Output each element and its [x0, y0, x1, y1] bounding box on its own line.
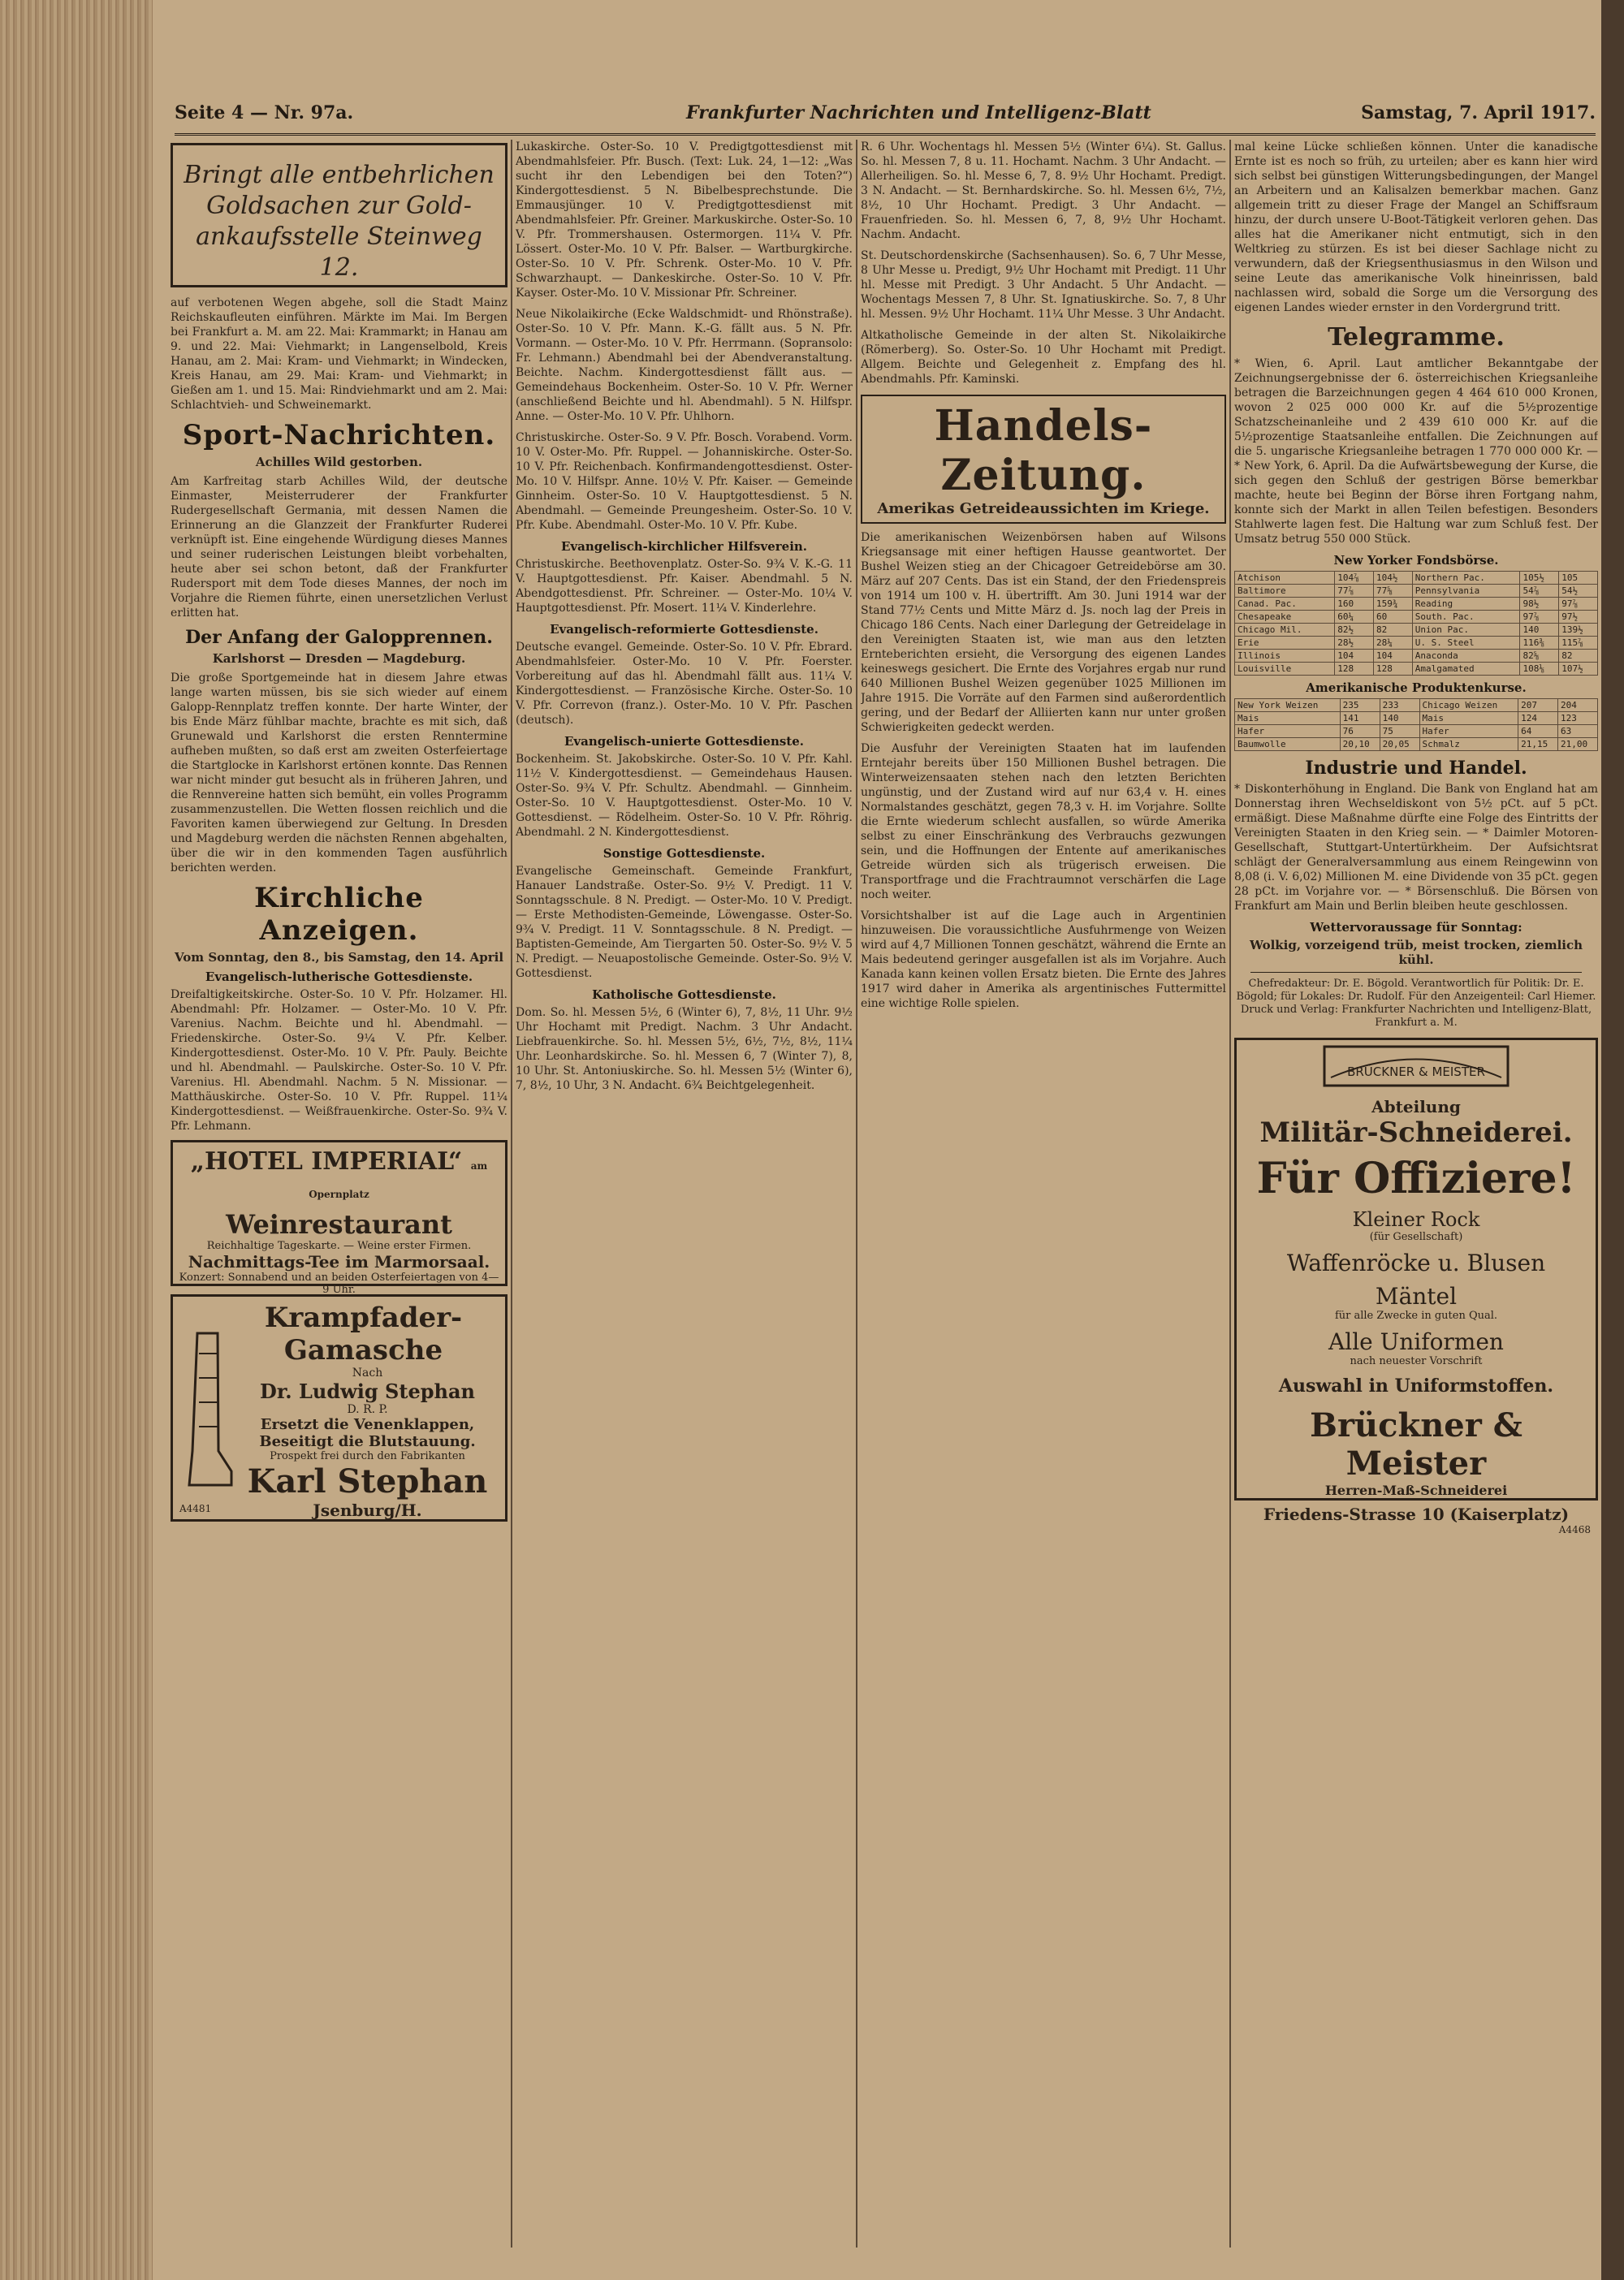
- table-row: [1235, 699, 1598, 712]
- article-text: Die große Sportgemeinde hat in diesem Jahre etwas lange warten müssen, bis sie sich wieder auf einem Galopp-Rennplatz treffen konnte. Der harte Winter, der bis Ende März fühlbar machte, brachte es mit sich, daß Grunewald und Karlshorst die ersten Renntermine aufheben mußten, so daß erst am zweiten Osterfeiertage die Startglocke in Karlshorst ertönen konnte. Das Rennen war nicht minder gut besucht als in früheren Jahren, und die Rennvereine hatten sich bemüht, ein volles Programm zusammenzustellen. Die Wetten flossen reichlich und die Favoriten kamen überwiegend zur Geltung. In Dresden und Magdeburg werden die nächsten Rennen abgehalten, über die wir in den kommenden Tagen ausführlich berichten werden.: [171, 671, 508, 874]
- table-row: [1235, 624, 1598, 637]
- table-cell: 128: [1335, 663, 1374, 676]
- table-row: [1235, 637, 1598, 650]
- weather-heading: Wettervoraussage für Sonntag:: [1310, 920, 1522, 935]
- table-cell: 60: [1374, 611, 1413, 624]
- table-heading: New Yorker Fondsbörse.: [1333, 553, 1499, 568]
- fondsboerse-table: [1234, 571, 1598, 676]
- ad-line: Abteilung: [1371, 1097, 1461, 1116]
- ad-headline: Für Offiziere!: [1256, 1154, 1576, 1203]
- table-cell: 60¼: [1335, 611, 1374, 624]
- table-cell: Chicago Weizen: [1419, 699, 1518, 712]
- column-rule: [856, 140, 857, 2248]
- table-cell: Mais: [1419, 712, 1518, 725]
- table-cell: 104: [1335, 650, 1374, 663]
- table-cell: 104: [1374, 650, 1413, 663]
- article-subheading: Katholische Gottesdienste.: [592, 987, 776, 1002]
- gold-ad-line: ankaufsstelle Steinweg 12.: [196, 222, 482, 282]
- table-row: [1235, 663, 1598, 676]
- table-row: [1235, 738, 1598, 751]
- table-cell: 124: [1518, 712, 1558, 725]
- ad-line: Mäntel: [1375, 1283, 1458, 1310]
- table-cell: 54½: [1559, 585, 1598, 598]
- ad-address: Friedens-Strasse 10 (Kaiserplatz): [1263, 1505, 1570, 1524]
- article-subheading: Karlshorst — Dresden — Magdeburg.: [212, 651, 466, 666]
- table-cell: 139½: [1559, 624, 1598, 637]
- book-binding: [0, 0, 153, 2280]
- column-1: [171, 140, 508, 2248]
- gamasche-line: Nach: [352, 1367, 383, 1380]
- article-subheading: Evangelisch-kirchlicher Hilfsverein.: [560, 539, 808, 554]
- table-cell: 28½: [1335, 637, 1374, 650]
- gamasche-title: Krampfader-Gamasche: [264, 1302, 463, 1367]
- gaiter-illustration: [181, 1329, 238, 1492]
- table-cell: 233: [1380, 699, 1419, 712]
- table-cell: Anaconda: [1412, 650, 1520, 663]
- article-text: Lukaskirche. Oster-So. 10 V. Predigtgottesdienst mit Abendmahlsfeier. Pfr. Busch. (Text: Luk. 24, 1—12: „Was sucht ihr den Lebendigen bei den Toten?“) Kindergottesdienst. 5 N. Bibelbesprechstunde. Die Emmausjünger. 10 V. Predigtgottesdienst mit Abendmahlsfeier. Pfr. Greiner. Markuskirche. Oster-So. 10 V. Pfr. Trommershausen. Ostermorgen. 11¼ V. Pfr. Lössert. Oster-Mo. 10 V. Pfr. Balser. — Wartburgkirche. Oster-So. 10 V. Pfr. Schrenk. Oster-Mo. 10 V. Pfr. Schwarzhaupt. — Dankeskirche. Oster-So. 10 V. Pfr. Kayser. Oster-Mo. 10 V. Missionar Pfr. Schreiner.: [516, 140, 853, 300]
- hotel-line: Reichhaltige Tageskarte. — Weine erster Firmen.: [206, 1240, 472, 1252]
- article-text: Dreifaltigkeitskirche. Oster-So. 10 V. Pfr. Holzamer. Hl. Abendmahl: Pfr. Holzamer. — Oster-Mo. 10 V. Pfr. Varenius. Nachm. Beichte und hl. Abendmahl. — Friedenskirche. Oster-So. 9¼ V. Pfr. Kelber. Kindergottesdienst. Oster-Mo. 10 V. Pfr. Pauly. Beichte und hl. Abendmahl. — Paulskirche. Oster-So. 10 V. Pfr. Varenius. Hl. Abendmahl. Nachm. 5 N. Missionar. — Matthäuskirche. Oster-So. 10 V. Pfr. Ruppel. 11¼ Kindergottesdienst. — Weißfrauenkirche. Oster-So. 9¾ V. Pfr. Lehmann.: [171, 988, 508, 1133]
- ad-line: für alle Zwecke in guten Qual.: [1334, 1310, 1498, 1322]
- hotel-imperial-ad: [171, 1140, 508, 1296]
- article-heading: Amerikas Getreideaussichten im Kriege.: [877, 500, 1210, 517]
- article-text: Am Karfreitag starb Achilles Wild, der deutsche Einmaster, Meisterruderer der Frankfurter Rudergesellschaft Germania, mit dessen Namen die Erinnerung an die Glanzzeit der Frankfurter Ruderei verknüpft ist. Eine eingehende Würdigung dieses Mannes und seiner ruderischen Leistungen bleibt vorbehalten, heute aber sei schon betont, daß der Frankfurter Rudersport mit dem Tode dieses Mannes, der noch im Vorjahre die Riemen führte, einen unersetzlichen Verlust erlitten hat.: [171, 475, 508, 620]
- table-cell: 82½: [1335, 624, 1374, 637]
- table-cell: 54⅞: [1520, 585, 1559, 598]
- page-number: Seite 4 — Nr. 97a.: [175, 102, 354, 123]
- table-cell: Northern Pac.: [1412, 572, 1520, 585]
- issue-date: Samstag, 7. April 1917.: [1361, 102, 1596, 123]
- table-cell: Mais: [1235, 712, 1341, 725]
- table-cell: Baumwolle: [1235, 738, 1341, 751]
- column-2: [516, 140, 853, 2248]
- table-cell: Canad. Pac.: [1235, 598, 1335, 611]
- column-rule: [1229, 140, 1231, 2248]
- article-text: Vorsichtshalber ist auf die Lage auch in Argentinien hinzuweisen. Die voraussichtliche Ausfuhrmenge von Weizen wird auf 4,7 Millionen Tonnen geschätzt, während die Ernte an Mais bedeutend geringer ausgefallen ist als im Vorjahre. Auch Kanada kann keinen vollen Ersatz bieten. Die Ernte des Jahres 1917 wird daher in Amerika als argentinisches Futtermittel eine wichtige Rolle spielen.: [861, 909, 1226, 1010]
- section-heading-telegramme: Telegramme.: [1328, 323, 1505, 352]
- gamasche-line: D. R. P.: [347, 1403, 388, 1416]
- table-cell: 20,10: [1340, 738, 1380, 751]
- weather-text: Wolkig, vorzeigend trüb, meist trocken, ziemlich kühl.: [1249, 938, 1583, 967]
- table-cell: 75: [1380, 725, 1419, 738]
- ad-line: Herren-Maß-Schneiderei: [1324, 1483, 1508, 1498]
- table-cell: Louisville: [1235, 663, 1335, 676]
- table-cell: 140: [1380, 712, 1419, 725]
- table-row: [1235, 611, 1598, 624]
- table-cell: 28¼: [1374, 637, 1413, 650]
- table-cell: 105½: [1520, 572, 1559, 585]
- table-cell: 159¾: [1374, 598, 1413, 611]
- brueckner-logo: [1323, 1045, 1510, 1087]
- gold-ad: [171, 143, 508, 287]
- article-text: * Wien, 6. April. Laut amtlicher Bekanntgabe der Zeichnungsergebnisse der 6. österreichischen Kriegsanleihe betragen die Barzeichnungen gegen 4 464 610 000 Kronen, wovon 2 025 000 000 Kr. auf die 5½prozentige Schatzscheinanleihe und 2 439 610 000 Kr. auf die 5½prozentige Staatsanleihe entfallen. Die Zeichnungen auf die 5. ungarische Kriegsanleihe betragen 1 770 000 000 Kr. — * New York, 6. April. Da die Aufwärtsbewegung der Kurse, die sich gegen den Schluß der gestrigen Börse bemerkbar machte, heute bei Beginn der Börse ihren Fortgang nahm, konnte sich der Markt in allen Teilen befestigen. Besonders Stahlwerte lagen fest. Die Haltung war zum Schluß fest. Der Umsatz betrug 550 000 Stück.: [1234, 357, 1598, 546]
- page-edge: [1601, 0, 1624, 2280]
- article-heading: Der Anfang der Galopprennen.: [185, 627, 493, 648]
- article-subheading: Evangelisch-lutherische Gottesdienste.: [205, 969, 473, 984]
- ad-firm: Brückner & Meister: [1310, 1406, 1522, 1483]
- table-cell: 97⅞: [1520, 611, 1559, 624]
- table-row: [1235, 572, 1598, 585]
- article-text: Neue Nikolaikirche (Ecke Waldschmidt- und Rhönstraße). Oster-So. 10 V. Pfr. Mann. K.-G. fällt aus. 5 N. Pfr. Vormann. — Oster-Mo. 10 V. Pfr. Herrmann. (Sopransolo: Fr. Lehmann.) Abendmahl bei der Abendveranstaltung. Beichte. Nachm. Kindergottesdienst fällt aus. — Gemeindehaus Bockenheim. Oster-So. 10 V. Pfr. Werner (anschließend Beichte und hl. Abendmahl). 5 N. Hilfspr. Anne. — Oster-Mo. 10 V. Pfr. Uhlhorn.: [516, 308, 853, 423]
- table-cell: 116⅜: [1520, 637, 1559, 650]
- table-cell: Erie: [1235, 637, 1335, 650]
- gamasche-line: Beseitigt die Blutstauung.: [259, 1433, 476, 1450]
- hotel-name: „HOTEL IMPERIAL“: [190, 1147, 463, 1176]
- table-cell: 123: [1558, 712, 1598, 725]
- logo-text: BRÜCKNER & MEISTER: [1347, 1064, 1485, 1079]
- column-4: [1234, 140, 1598, 2248]
- table-cell: 82: [1559, 650, 1598, 663]
- handels-zeitung-header: [861, 395, 1226, 524]
- gamasche-line: Prospekt frei durch den Fabrikanten: [270, 1450, 465, 1462]
- table-cell: 64: [1518, 725, 1558, 738]
- ad-code: A4468: [1558, 1524, 1591, 1535]
- gamasche-maker: Karl Stephan: [247, 1462, 488, 1501]
- table-cell: Baltimore: [1235, 585, 1335, 598]
- table-cell: South. Pac.: [1412, 611, 1520, 624]
- impressum: Chefredakteur: Dr. E. Bögold. Verantwortlich für Politik: Dr. E. Bögold; für Lokales: Dr. Rudolf. Für den Anzeigenteil: Carl Hiemer. Druck und Verlag: Frankfurter Nachrichten und Intelligenz-Blatt, Frankfurt a. M.: [1236, 978, 1596, 1029]
- article-text: Altkatholische Gemeinde in der alten St. Nikolaikirche (Römerberg). So. Oster-So. 10 Uhr Hochamt mit Predigt. Allgem. Beichte und Gelegenheit z. Empfang des hl. Abendmahls. Pfr. Kaminski.: [861, 329, 1226, 386]
- table-cell: Schmalz: [1419, 738, 1518, 751]
- ad-line: (für Gesellschaft): [1369, 1231, 1463, 1243]
- table-cell: 97⅞: [1559, 598, 1598, 611]
- article-text: Die amerikanischen Weizenbörsen haben auf Wilsons Kriegsansage mit einer heftigen Hausse geantwortet. Der Bushel Weizen stieg an der Chicagoer Getreidebörse am 30. März auf 207 Cents. Das ist ein Stand, der den Friedenspreis von 1914 um 100 v. H. übertrifft. Am 30. Juni 1914 war der Stand 77½ Cents und Mitte März d. Js. noch lag der Preis in Chicago 186 Cents. Nach einer Darlegung der Getreidelage in den Vereinigten Staaten ist, wie man aus den letzten Ernteberichten ersieht, die Versorgung des eigenen Landes keineswegs gesichert. Die Ernte des Vorjahres ergab nur rund 640 Millionen Bushel Weizen gegenüber 1025 Millionen im Jahre 1915. Die Vorräte auf den Farmen sind außerordentlich gering, und der Bedarf der Alliierten kann nur unter großen Schwierigkeiten gedeckt werden.: [861, 531, 1226, 734]
- ad-code: A4481: [179, 1503, 212, 1514]
- table-cell: Pennsylvania: [1412, 585, 1520, 598]
- article-text: Christuskirche. Oster-So. 9 V. Pfr. Bosch. Vorabend. Vorm. 10 V. Oster-Mo. Pfr. Ruppel. — Johanniskirche. Oster-So. 10 V. Pfr. Reichenbach. Konfirmandengottesdienst. Oster-Mo. 10 V. Hilfspr. Anne. 10½ V. Pfr. Kaiser. — Gemeinde Ginnheim. Oster-So. 10 V. Hauptgottesdienst. 5 N. Abendmahl. — Gemeinde Preungesheim. Oster-So. 10 V. Pfr. Kube. Abendmahl. Oster-Mo. 10 V. Pfr. Kube.: [516, 431, 853, 532]
- table-cell: Hafer: [1235, 725, 1341, 738]
- table-cell: 204: [1558, 699, 1598, 712]
- article-text: Evangelische Gemeinschaft. Gemeinde Frankfurt, Hanauer Landstraße. Oster-So. 9½ V. Predigt. 11 V. Sonntagsschule. 8 N. Predigt. — Oster-Mo. 10 V. Predigt. — Erste Methodisten-Gemeinde, Löwengasse. Oster-So. 9¾ V. Predigt. 11 V. Sonntagsschule. 8 N. Predigt. — Baptisten-Gemeinde, Am Tiergarten 50. Oster-So. 9½ V. 5 N. Predigt. — Neuapostolische Gemeinde. Oster-So. 9½ V. Gottesdienst.: [516, 865, 853, 980]
- section-heading-industrie: Industrie und Handel.: [1305, 758, 1527, 779]
- table-cell: 97½: [1559, 611, 1598, 624]
- hotel-line: Konzert: Sonnabend und an beiden Osterfeiertagen von 4—9 Uhr.: [179, 1272, 499, 1296]
- article-text: Dom. So. hl. Messen 5½, 6 (Winter 6), 7, 8½, 11 Uhr. 9½ Uhr Hochamt mit Predigt. Nachm. 3 Uhr Andacht. Liebfrauenkirche. So. hl. Messen 5½, 6½, 7½, 8½, 11¼ Uhr. Leonhardskirche. So. hl. Messen 6, 7 (Winter 7), 8, 10 Uhr. St. Antoniuskirche. So. hl. Messen 5½ (Winter 6), 7, 8½, 10 Uhr, 3 N. Andacht. 6¾ Beichtgelegenheit.: [516, 1006, 853, 1092]
- table-cell: 104½: [1374, 572, 1413, 585]
- article-subheading: Vom Sonntag, den 8., bis Samstag, den 14. April: [174, 950, 504, 965]
- column-3: [861, 140, 1226, 2248]
- table-cell: New York Weizen: [1235, 699, 1341, 712]
- table-row: [1235, 712, 1598, 725]
- table-cell: 20,05: [1380, 738, 1419, 751]
- divider: [1250, 972, 1582, 973]
- table-cell: 82: [1374, 624, 1413, 637]
- table-cell: Union Pac.: [1412, 624, 1520, 637]
- table-cell: 21,00: [1558, 738, 1598, 751]
- article-text: auf verbotenen Wegen abgehe, soll die Stadt Mainz Reichskaufleuten einführen. Märkte im Mai. Im Bergen bei Frankfurt a. M. am 22. Mai: Krammarkt; in Hanau am 9. und 22. Mai: Viehmarkt; in Langenselbold, Kreis Hanau, am 2. Mai: Kram- und Viehmarkt; in Windecken, Kreis Hanau, am 29. Mai: Kram- und Viehmarkt; in Gießen am 1. und 15. Mai: Rindviehmarkt und am 2. Mai: Schlachtvieh- und Schweinemarkt.: [171, 296, 508, 412]
- table-cell: 115⅞: [1559, 637, 1598, 650]
- table-cell: Chesapeake: [1235, 611, 1335, 624]
- produktenkurse-table: [1234, 698, 1598, 751]
- article-text: mal keine Lücke schließen können. Unter die kanadische Ernte ist es noch so früh, zu urteilen; aber es kann hier wird sich selbst bei günstigen Witterungsbedingungen, der Mangel an Arbeitern und an Kalisalzen bemerkbar machen. Ganz allgemein tritt zu dieser Frage der Mangel an Schiffsraum hinzu, der durch unsere U-Boot-Tätigkeit verloren gehen. Das alles hat die Amerikaner nicht entmutigt, sich in den Weltkrieg zu stürzen. Es ist bei dieser Sachlage nicht zu verwundern, daß der Kriegsenthusiasmus in den Wilson und seine Leute das amerikanische Volk hineinrissen, bald nachlassen wird, sobald die Sorge um die Versorgung des eigenen Landes wieder ernster in den Vordergrund tritt.: [1234, 140, 1598, 314]
- table-cell: 207: [1518, 699, 1558, 712]
- table-cell: 128: [1374, 663, 1413, 676]
- ad-line: nach neuester Vorschrift: [1350, 1355, 1483, 1367]
- table-cell: Illinois: [1235, 650, 1335, 663]
- article-text: Bockenheim. St. Jakobskirche. Oster-So. 10 V. Pfr. Kahl. 11½ V. Kindergottesdienst. — Gemeindehaus Hausen. Oster-So. 9¾ V. Pfr. Schultz. Abendmahl. — Ginnheim. Oster-So. 10 V. Hauptgottesdienst. Oster-Mo. 10 V. Gottesdienst. — Rödelheim. Oster-So. 10 V. Pfr. Röhrig. Abendmahl. 2 N. Kindergottesdienst.: [516, 753, 853, 839]
- article-text: Christuskirche. Beethovenplatz. Oster-So. 9¾ V. K.-G. 11 V. Hauptgottesdienst. Pfr. Kaiser. Abendmahl. 5 N. Abendgottesdienst. Pfr. Schreiner. — Oster-Mo. 10¼ V. Hauptgottesdienst. Pfr. Mosert. 11¼ V. Kinderlehre.: [516, 558, 853, 615]
- table-cell: 98½: [1520, 598, 1559, 611]
- table-cell: Reading: [1412, 598, 1520, 611]
- table-row: [1235, 585, 1598, 598]
- table-cell: 107½: [1559, 663, 1598, 676]
- article-subheading: Sonstige Gottesdienste.: [603, 846, 766, 861]
- gamasche-line: Ersetzt die Venenklappen,: [260, 1416, 475, 1433]
- section-heading-handel: Handels-Zeitung.: [934, 401, 1153, 500]
- page-header: [175, 97, 1596, 136]
- column-rule: [511, 140, 512, 2248]
- article-text: Die Ausfuhr der Vereinigten Staaten hat im laufenden Erntejahr bereits über 150 Millionen Bushel betragen. Die Winterweizensaaten stehen nach den letzten Berichten ungünstig, und der Zustand wird auf nur 63,4 v. H. eines Normalstandes geschätzt, gegen 78,3 v. H. im Vorjahre. Sollte die Ernte wiederum schlecht ausfallen, so würde Amerika selbst zu einer Einschränkung des Verbrauchs gezwungen sein, und die Hoffnungen der Entente auf amerikanisches Getreide würden sich als trügerisch erweisen. Die Transportfrage und die Frachtraumnot verschärfen die Lage noch weiter.: [861, 742, 1226, 901]
- gold-ad-line: Goldsachen zur Gold-: [206, 192, 472, 220]
- ad-line: Kleiner Rock: [1352, 1208, 1480, 1231]
- table-cell: 104⅞: [1335, 572, 1374, 585]
- table-cell: Chicago Mil.: [1235, 624, 1335, 637]
- table-cell: 140: [1520, 624, 1559, 637]
- hotel-line: Nachmittags-Tee im Marmorsaal.: [188, 1252, 490, 1272]
- ad-line: Auswahl in Uniformstoffen.: [1278, 1375, 1554, 1397]
- newspaper-title: Frankfurter Nachrichten und Intelligenz-Blatt: [686, 102, 1151, 123]
- table-cell: 63: [1558, 725, 1598, 738]
- article-text: St. Deutschordenskirche (Sachsenhausen). So. 6, 7 Uhr Messe, 8 Uhr Messe u. Predigt, 9½ Uhr Hochamt mit Predigt. 11 Uhr hl. Messe mit Predigt. 3 Uhr Andacht. 5 Uhr Andacht. — Wochentags Messen 7, 8 Uhr. St. Ignatiuskirche. So. 7, 8 Uhr hl. Messen. 9½ Uhr Hochamt. 11¼ Uhr Messe. 3 Uhr Andacht.: [861, 249, 1226, 321]
- section-heading-sport: Sport-Nachrichten.: [182, 419, 496, 451]
- article-subheading: Evangelisch-reformierte Gottesdienste.: [550, 622, 818, 637]
- hotel-location: am Opernplatz: [309, 1160, 488, 1200]
- ad-line: Alle Uniformen: [1328, 1328, 1504, 1355]
- table-cell: 82⅝: [1520, 650, 1559, 663]
- table-cell: 235: [1340, 699, 1380, 712]
- gold-ad-line: Bringt alle entbehrlichen: [184, 161, 495, 189]
- table-cell: 105: [1559, 572, 1598, 585]
- table-cell: 77⅞: [1335, 585, 1374, 598]
- gamasche-city: Jsenburg/H.: [313, 1501, 422, 1520]
- article-text: Deutsche evangel. Gemeinde. Oster-So. 10 V. Pfr. Ebrard. Abendmahlsfeier. Oster-Mo. 10 V. Pfr. Foerster. Vorbereitung auf das hl. Abendmahl fällt aus. 11¼ V. Kindergottesdienst. — Französische Kirche. Oster-So. 10 V. Pfr. Correvon (franz.). Oster-Mo. 10 V. Pfr. Paschen (deutsch).: [516, 641, 853, 727]
- table-cell: Hafer: [1419, 725, 1518, 738]
- article-text: * Diskonterhöhung in England. Die Bank von England hat am Donnerstag ihren Wechseldiskont von 5½ pCt. auf 5 pCt. ermäßigt. Diese Maßnahme dürfte eine Folge des Eintritts der Vereinigten Staaten in den Krieg sein. — * Daimler Motoren-Gesellschaft, Stuttgart-Untertürkheim. Der Aufsichtsrat schlägt der Generalversammlung aus einem Reingewinn von 8,08 (i. V. 6,02) Millionen M. eine Dividende von 35 pCt. gegen 28 pCt. im Vorjahre vor. — * Börsenschluß. Die Börsen von Frankfurt am Main und Berlin bleiben heute geschlossen.: [1234, 783, 1598, 913]
- table-cell: U. S. Steel: [1412, 637, 1520, 650]
- hotel-restaurant: Weinrestaurant: [226, 1209, 452, 1240]
- table-cell: 77⅝: [1374, 585, 1413, 598]
- table-row: [1235, 650, 1598, 663]
- table-heading: Amerikanische Produktenkurse.: [1306, 680, 1527, 695]
- table-row: [1235, 598, 1598, 611]
- table-cell: 21,15: [1518, 738, 1558, 751]
- table-cell: 76: [1340, 725, 1380, 738]
- ad-line: Waffenröcke u. Blusen: [1286, 1250, 1546, 1276]
- table-cell: Atchison: [1235, 572, 1335, 585]
- article-heading: Achilles Wild gestorben.: [255, 455, 423, 469]
- section-heading-kirche: Kirchliche Anzeigen.: [254, 882, 424, 947]
- article-subheading: Evangelisch-unierte Gottesdienste.: [564, 734, 804, 749]
- table-cell: Amalgamated: [1412, 663, 1520, 676]
- gamasche-ad: [171, 1294, 508, 1522]
- table-cell: 160: [1335, 598, 1374, 611]
- gamasche-line: Dr. Ludwig Stephan: [260, 1380, 475, 1403]
- table-cell: 108⅛: [1520, 663, 1559, 676]
- table-cell: 141: [1340, 712, 1380, 725]
- ad-line: Militär-Schneiderei.: [1259, 1116, 1573, 1149]
- article-text: R. 6 Uhr. Wochentags hl. Messen 5½ (Winter 6¼). St. Gallus. So. hl. Messen 7, 8 u. 11. Hochamt. Nachm. 3 Uhr Andacht. — Allerheiligen. So. hl. Messe 6, 7, 8. 9½ Uhr Hochamt. Predigt. 3 N. Andacht. — St. Bernhardskirche. So. hl. Messen 6½, 7½, 8½, 10 Uhr Hochamt. Predigt. 3 Uhr Andacht. — Frauenfrieden. So. hl. Messen 6, 7, 8, 9½ Uhr Hochamt. Nachm. Andacht.: [861, 140, 1226, 241]
- table-row: [1235, 725, 1598, 738]
- brueckner-meister-ad: [1234, 1038, 1598, 1535]
